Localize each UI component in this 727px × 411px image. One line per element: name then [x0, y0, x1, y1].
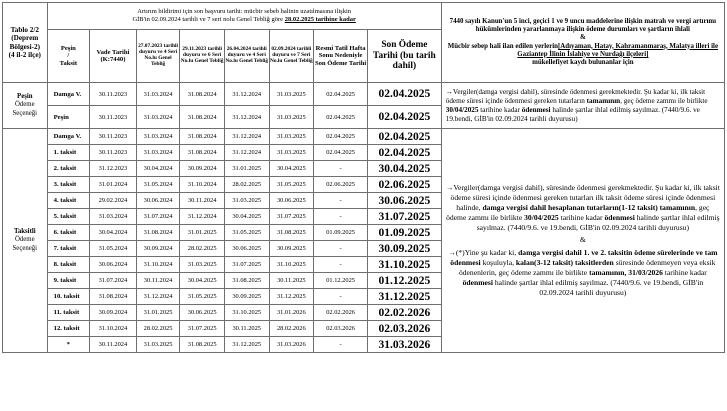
deadline-note — [47, 3, 441, 30]
cell-son-odeme: 01.09.2025 — [368, 225, 442, 241]
cell-c29: 31.08.2025 — [180, 337, 225, 353]
note-text: tarihine kadar — [478, 105, 522, 114]
cell-c29: 31.01.2025 — [180, 225, 225, 241]
right-header-amp: & — [579, 34, 586, 42]
cell-c02: 31.12.2025 — [269, 289, 314, 305]
cell-resmi: 02.04.2025 — [314, 106, 368, 129]
cell-c02: 31.08.2025 — [269, 225, 314, 241]
col-header-c26: 26.04.2024 tarihli duyuru ve 4 Seri No.lu Genel Tebliğ — [224, 30, 269, 83]
right-header — [441, 3, 724, 83]
cell-c02: 31.03.2025 — [269, 83, 314, 106]
cell-c29: 30.09.2024 — [180, 161, 225, 177]
cell-resmi: 02.06.2025 — [314, 177, 368, 193]
cell-c26: 31.10.2025 — [224, 305, 269, 321]
note-amp: & — [579, 235, 586, 245]
cell-c29: 31.05.2025 — [180, 289, 225, 305]
payment-schedule-table — [2, 2, 725, 353]
col-header-text: Peşin — [60, 45, 76, 53]
cell-c29: 31.08.2024 — [180, 106, 225, 129]
cell-son-odeme: 02.04.2025 — [368, 129, 442, 145]
row-label: 10. taksit — [47, 289, 90, 305]
cell-c02: 30.09.2025 — [269, 241, 314, 257]
cell-c26: 30.04.2025 — [224, 209, 269, 225]
col-header-text: Taksit — [59, 59, 78, 67]
note-text: halinde şartlar ihlal edilmiş sayılmaz. (7440/9.6. ve 19.bendi, GİB'in 02.09.2024 tarihli duyurusu) — [476, 213, 720, 233]
note-text: tarihine kadar — [558, 213, 605, 223]
row-label: * — [47, 337, 90, 353]
cell-vade: 30.11.2023 — [90, 145, 137, 161]
col-header-son-odeme: Son Ödeme Tarihi (bu tarih dahil) — [368, 30, 442, 83]
row-label: 1. taksit — [47, 145, 90, 161]
cell-son-odeme: 30.06.2025 — [368, 193, 442, 209]
cell-c02: 31.03.2025 — [269, 145, 314, 161]
cell-c26: 31.08.2025 — [224, 273, 269, 289]
title-line: Bölgesi-2) — [9, 42, 40, 51]
cell-resmi: 01.12.2025 — [314, 273, 368, 289]
row-label: 7. taksit — [47, 241, 90, 257]
cell-c27: 31.10.2024 — [136, 257, 180, 273]
cell-c27: 31.03.2024 — [136, 145, 180, 161]
cell-c27: 31.07.2024 — [136, 209, 180, 225]
cell-resmi: - — [314, 337, 368, 353]
note-text: halinde şartlar ihlal edilmiş sayılmaz. (7440/9.6. ve 19.bendi, GİB'in 02.09.2024 tarihli duyurusu) — [492, 277, 704, 297]
region-list: [Adıyaman, Hatay, Kahramanmaraş, Malatya illeri ile Gaziantep İlinin İslahiye ve Nurdağı ilçeleri] — [517, 42, 719, 58]
cell-vade: 30.04.2024 — [90, 225, 137, 241]
cell-vade: 29.02.2024 — [90, 193, 137, 209]
cell-c27: 30.11.2024 — [136, 273, 180, 289]
cell-resmi: - — [314, 257, 368, 273]
cell-vade: 31.05.2024 — [90, 241, 137, 257]
cell-vade: 31.08.2024 — [90, 289, 137, 305]
cell-c26: 31.12.2024 — [224, 83, 269, 106]
note-text: koşuluyla, — [480, 257, 516, 267]
cell-c29: 28.02.2025 — [180, 241, 225, 257]
cell-c27: 31.03.2024 — [136, 129, 180, 145]
right-header-line: 7440 sayılı Kanun'un 5 inci, geçici 1 ve 9 uncu maddelerine ilişkin matrah ve vergi artırımı hükümlerinden yararlanmaya ilişkin ödeme durumları ve şartların ihlali — [449, 17, 717, 33]
cell-resmi: - — [314, 193, 368, 209]
cell-c29: 31.12.2024 — [180, 209, 225, 225]
cell-son-odeme: 02.04.2025 — [368, 106, 442, 129]
pesin-note — [441, 83, 724, 129]
title-line: (4 il-2 ilçe) — [8, 50, 41, 59]
cell-resmi: - — [314, 161, 368, 177]
col-header-resmi: Resmi Tatil Hafta Sonu Nedeniyle Son Ödeme Tarihi — [314, 30, 368, 83]
cell-c02: 31.07.2025 — [269, 209, 314, 225]
taksit-group-label — [3, 129, 48, 353]
cell-c02: 30.11.2025 — [269, 273, 314, 289]
cell-c29: 30.06.2025 — [180, 305, 225, 321]
taksit-rows — [3, 129, 725, 353]
row-label: Peşin — [47, 106, 90, 129]
cell-c26: 31.03.2025 — [224, 193, 269, 209]
deadline-note-line: Artırım bildirimi için son başvuru tarihi: mücbir sebeb halinin uzatılmasına ilişkin — [137, 7, 352, 15]
cell-c29: 30.11.2024 — [180, 193, 225, 209]
row-label: 8. taksit — [47, 257, 90, 273]
cell-vade: 31.03.2024 — [90, 209, 137, 225]
right-header-line: mükellefiyet kaydı bulunanlar için — [532, 59, 634, 67]
cell-resmi: 02.04.2025 — [314, 129, 368, 145]
cell-c29: 31.03.2025 — [180, 257, 225, 273]
taksit-note — [441, 129, 724, 353]
title-line: (Deprem — [11, 34, 39, 43]
cell-son-odeme: 02.04.2025 — [368, 83, 442, 106]
cell-resmi: - — [314, 241, 368, 257]
row-label: 9. taksit — [47, 273, 90, 289]
right-header-line — [445, 43, 721, 60]
cell-resmi: 02.04.2025 — [314, 145, 368, 161]
cell-c29: 31.08.2024 — [180, 145, 225, 161]
cell-resmi: 02.04.2025 — [314, 83, 368, 106]
cell-c27: 30.09.2024 — [136, 241, 180, 257]
cell-son-odeme: 30.04.2025 — [368, 161, 442, 177]
cell-vade: 30.06.2024 — [90, 257, 137, 273]
col-header-c27: 27.07.2023 tarihli duyuru ve 4 Seri No.lu Genel Tebliğ — [136, 30, 180, 83]
group-sublabel: Ödeme Seçeneği — [12, 236, 38, 252]
note-text: →Vergiler(damga vergisi dahil), süresinde ödenmesi gerekmektedir. Şu kadar ki, ilk taksit ödeme süresi içinde ödenmesi gereken tutarları ilk taksit ödeme süresi içinde ödenmesi halinde, — [445, 183, 720, 213]
cell-vade: 31.07.2024 — [90, 273, 137, 289]
col-header-pesin-taksit — [47, 30, 90, 83]
cell-son-odeme: 02.02.2026 — [368, 305, 442, 321]
cell-c27: 31.03.2025 — [136, 337, 180, 353]
cell-c29: 31.07.2025 — [180, 321, 225, 337]
cell-resmi: 02.02.2026 — [314, 305, 368, 321]
cell-son-odeme: 02.04.2025 — [368, 145, 442, 161]
note-text: , geç ödeme zammı ile birlikte — [446, 203, 710, 223]
row-label: 6. taksit — [47, 225, 90, 241]
cell-c02: 30.06.2025 — [269, 193, 314, 209]
cell-c27: 30.04.2024 — [136, 161, 180, 177]
row-label: 4. taksit — [47, 193, 90, 209]
note-bold: 30/04/2025 — [445, 105, 479, 114]
cell-c26: 31.12.2024 — [224, 106, 269, 129]
row-label: Damga V. — [47, 129, 90, 145]
deadline-note-line — [48, 16, 441, 24]
cell-son-odeme: 02.06.2025 — [368, 177, 442, 193]
cell-c27: 31.01.2025 — [136, 305, 180, 321]
cell-c27: 31.05.2024 — [136, 177, 180, 193]
row-label: Damga V. — [47, 83, 90, 106]
cell-c27: 30.06.2024 — [136, 193, 180, 209]
group-label: Peşin — [17, 92, 33, 100]
row-label: 2. taksit — [47, 161, 90, 177]
cell-c27: 31.08.2024 — [136, 225, 180, 241]
note-bold: ödenmesi — [604, 213, 635, 223]
cell-son-odeme: 31.07.2025 — [368, 209, 442, 225]
cell-c02: 31.05.2025 — [269, 177, 314, 193]
table-row — [3, 129, 725, 145]
row-label: 12. taksit — [47, 321, 90, 337]
cell-c27: 31.03.2024 — [136, 83, 180, 106]
cell-vade: 30.09.2024 — [90, 305, 137, 321]
row-label: 3. taksit — [47, 177, 90, 193]
cell-c26: 31.05.2025 — [224, 225, 269, 241]
cell-vade: 31.01.2024 — [90, 177, 137, 193]
cell-c26: 28.02.2025 — [224, 177, 269, 193]
cell-son-odeme: 31.12.2025 — [368, 289, 442, 305]
cell-c26: 31.12.2024 — [224, 145, 269, 161]
note-text: →(*)Yine şu kadar ki, — [448, 247, 519, 257]
cell-c02: 31.10.2025 — [269, 257, 314, 273]
cell-c02: 31.03.2025 — [269, 106, 314, 129]
right-header-text: Mücbir sebep hali ilan edilen yerlerin — [447, 42, 559, 50]
cell-c02: 28.02.2026 — [269, 321, 314, 337]
note-text: süresinde ödenmeyen veya eksik ödenenlerin, geç ödeme zammı ile birlikte — [458, 257, 716, 277]
cell-c02: 31.01.2026 — [269, 305, 314, 321]
note-text: tarihine kadar — [662, 267, 707, 277]
cell-vade: 30.11.2023 — [90, 129, 137, 145]
note-text: halinde şartlar ihlal edilmiş sayılmaz. (7440/9.6. ve 19.bendi, GİB'in 02.09.2024 tarihli duyurusu) — [445, 105, 700, 123]
col-header-c29: 29.11.2023 tarihli duyuru ve 6 Seri No.lu Genel Tebliğ — [180, 30, 225, 83]
col-header-text: / — [67, 52, 70, 60]
cell-vade: 30.11.2024 — [90, 337, 137, 353]
note-text: →Vergiler(damga vergisi dahil), süresinde ödenmesi gerekmektedir. Şu kadar ki, ilk taksit ödeme süresi içinde ödenmesi gereken tutarların — [445, 87, 706, 105]
cell-c26: 31.12.2025 — [224, 337, 269, 353]
title-line: Tablo 2/2 — [10, 25, 39, 34]
cell-c02: 31.03.2025 — [269, 129, 314, 145]
note-bold: damga vergisi dahil hesaplanan tutarların(1-12 taksit) tamamının — [482, 203, 696, 213]
note-bold: kalan(3-12 taksit) taksitlerden — [515, 257, 614, 267]
cell-c26: 30.06.2025 — [224, 241, 269, 257]
cell-c29: 31.08.2024 — [180, 129, 225, 145]
cell-c26: 31.12.2024 — [224, 129, 269, 145]
cell-resmi: - — [314, 289, 368, 305]
note-bold: damga vergisi dahil 1. ve 2. taksitin ödeme sürelerinde ve tam ödenmesi — [450, 247, 718, 267]
cell-son-odeme: 31.10.2025 — [368, 257, 442, 273]
cell-c29: 31.10.2024 — [180, 177, 225, 193]
cell-resmi: - — [314, 209, 368, 225]
group-label: Taksitli — [13, 227, 36, 235]
cell-son-odeme: 30.09.2025 — [368, 241, 442, 257]
cell-c29: 30.04.2025 — [180, 273, 225, 289]
row-label: 5. taksit — [47, 209, 90, 225]
cell-c26: 30.11.2025 — [224, 321, 269, 337]
row-label: 11. taksit — [47, 305, 90, 321]
cell-c29: 31.08.2024 — [180, 83, 225, 106]
col-header-vade: Vade Tarihi (K:7440) — [90, 30, 137, 83]
note-bold: tamamının — [586, 96, 621, 105]
cell-son-odeme: 31.03.2026 — [368, 337, 442, 353]
note-bold: ödenmesi — [462, 277, 493, 287]
note-text: , geç ödeme zammı ile birlikte — [620, 96, 708, 105]
deadline-date: 28.02.2025 tarihine kadar — [284, 16, 356, 23]
cell-son-odeme: 02.03.2026 — [368, 321, 442, 337]
note-bold: ödenmesi — [521, 105, 551, 114]
pesin-group-label — [3, 83, 48, 129]
cell-c26: 30.09.2025 — [224, 289, 269, 305]
cell-c26: 31.07.2025 — [224, 257, 269, 273]
cell-son-odeme: 01.12.2025 — [368, 273, 442, 289]
cell-resmi: 02.03.2026 — [314, 321, 368, 337]
cell-vade: 31.10.2024 — [90, 321, 137, 337]
table-title-cell — [3, 3, 48, 83]
cell-c27: 31.12.2024 — [136, 289, 180, 305]
cell-c02: 31.03.2026 — [269, 337, 314, 353]
cell-c27: 28.02.2025 — [136, 321, 180, 337]
deadline-note-text: GİB'in 02.09.2024 tarihli ve 7 seri nolu Genel Tebliğ göre — [132, 16, 285, 23]
cell-c27: 31.03.2024 — [136, 106, 180, 129]
cell-c02: 30.04.2025 — [269, 161, 314, 177]
cell-vade: 31.12.2023 — [90, 161, 137, 177]
cell-resmi: 01.09.2025 — [314, 225, 368, 241]
cell-vade: 30.11.2023 — [90, 83, 137, 106]
note-bold: 30/04/2025 — [524, 213, 559, 223]
cell-vade: 30.11.2023 — [90, 106, 137, 129]
col-header-c02: 02.09.2024 tarihli duyuru ve 7 Seri No.lu Genel Tebliğ — [269, 30, 314, 83]
cell-c26: 31.01.2025 — [224, 161, 269, 177]
group-sublabel: Ödeme Seçeneği — [12, 101, 38, 117]
note-bold: tamamının, 31/03/2026 — [589, 267, 663, 277]
